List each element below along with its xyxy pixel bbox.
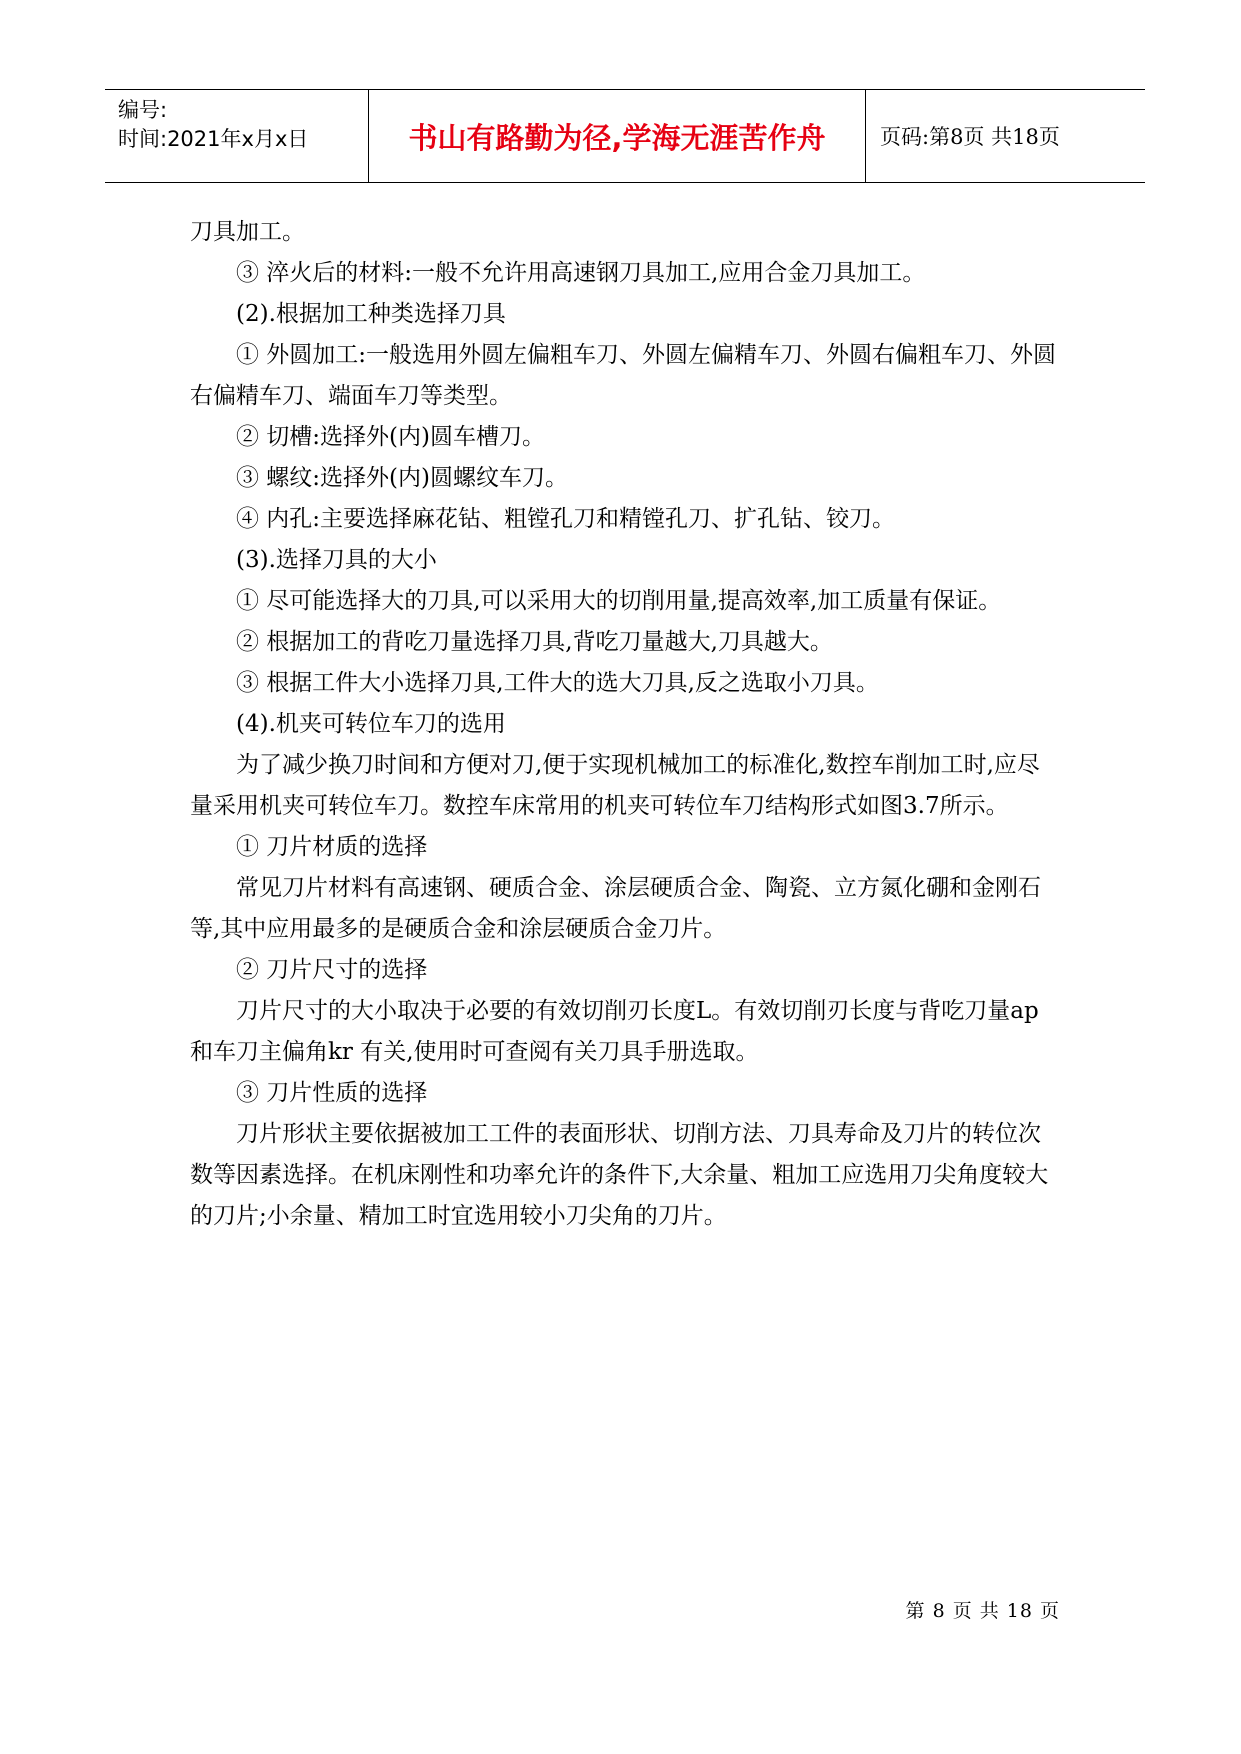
paragraph: ③ 螺纹:选择外(内)圆螺纹车刀。: [236, 465, 569, 491]
paragraph: ③ 根据工件大小选择刀具,工件大的选大刀具,反之选取小刀具。: [236, 670, 879, 696]
subsection-heading: ③ 刀片性质的选择: [236, 1080, 428, 1106]
footer-page-number: 第 8 页 共 18 页: [905, 1600, 1060, 1622]
header-page-number: 页码:第8页 共18页: [880, 125, 1060, 149]
paragraph: 常见刀片材料有高速钢、硬质合金、涂层硬质合金、陶瓷、立方氮化硼和金刚石等,其中应用最多的是硬质合金和涂层硬质合金刀片。: [190, 875, 1041, 942]
header-motto: 书山有路勤为径,学海无涯苦作舟: [408, 120, 826, 155]
page-footer: [906, 1596, 1060, 1623]
paragraph: 为了减少换刀时间和方便对刀,便于实现机械加工的标准化,数控车削加工时,应尽量采用机夹可转位车刀。数控车床常用的机夹可转位车刀结构形式如图3.7所示。: [190, 752, 1040, 819]
paragraph: 刀片形状主要依据被加工工件的表面形状、切削方法、刀具寿命及刀片的转位次数等因素选择。在机床刚性和功率允许的条件下,大余量、粗加工应选用刀尖角度较大的刀片;小余量、精加工时宜选用较小刀尖角的刀片。: [190, 1121, 1049, 1229]
header-info-cell: [105, 90, 369, 182]
page-header: [105, 89, 1145, 183]
paragraph: ① 外圆加工:一般选用外圆左偏粗车刀、外圆左偏精车刀、外圆右偏粗车刀、外圆右偏精车刀、端面车刀等类型。: [190, 342, 1057, 409]
subsection-heading: ② 刀片尺寸的选择: [236, 957, 428, 983]
header-motto-cell: [369, 90, 866, 182]
paragraph: ① 尽可能选择大的刀具,可以采用大的切削用量,提高效率,加工质量有保证。: [236, 588, 1002, 614]
document-body: [190, 212, 1060, 1237]
paragraph: 刀片尺寸的大小取决于必要的有效切削刃长度L。有效切削刃长度与背吃刀量ap 和车刀主偏角kr 有关,使用时可查阅有关刀具手册选取。: [190, 998, 1039, 1065]
section-heading: (2).根据加工种类选择刀具: [236, 301, 506, 327]
section-heading: (3).选择刀具的大小: [236, 547, 437, 573]
paragraph: ③ 淬火后的材料:一般不允许用高速钢刀具加工,应用合金刀具加工。: [236, 260, 926, 286]
section-heading: (4).机夹可转位车刀的选用: [236, 711, 506, 737]
paragraph: ② 根据加工的背吃刀量选择刀具,背吃刀量越大,刀具越大。: [236, 629, 833, 655]
subsection-heading: ① 刀片材质的选择: [236, 834, 428, 860]
document-time-label: 时间:2021年x月x日: [118, 127, 309, 151]
paragraph: ④ 内孔:主要选择麻花钻、粗镗孔刀和精镗孔刀、扩孔钻、铰刀。: [236, 506, 896, 532]
header-page-cell: [866, 90, 1145, 182]
document-number-label: 编号:: [118, 98, 168, 122]
paragraph: ② 切槽:选择外(内)圆车槽刀。: [236, 424, 546, 450]
paragraph: 刀具加工。: [190, 219, 305, 245]
